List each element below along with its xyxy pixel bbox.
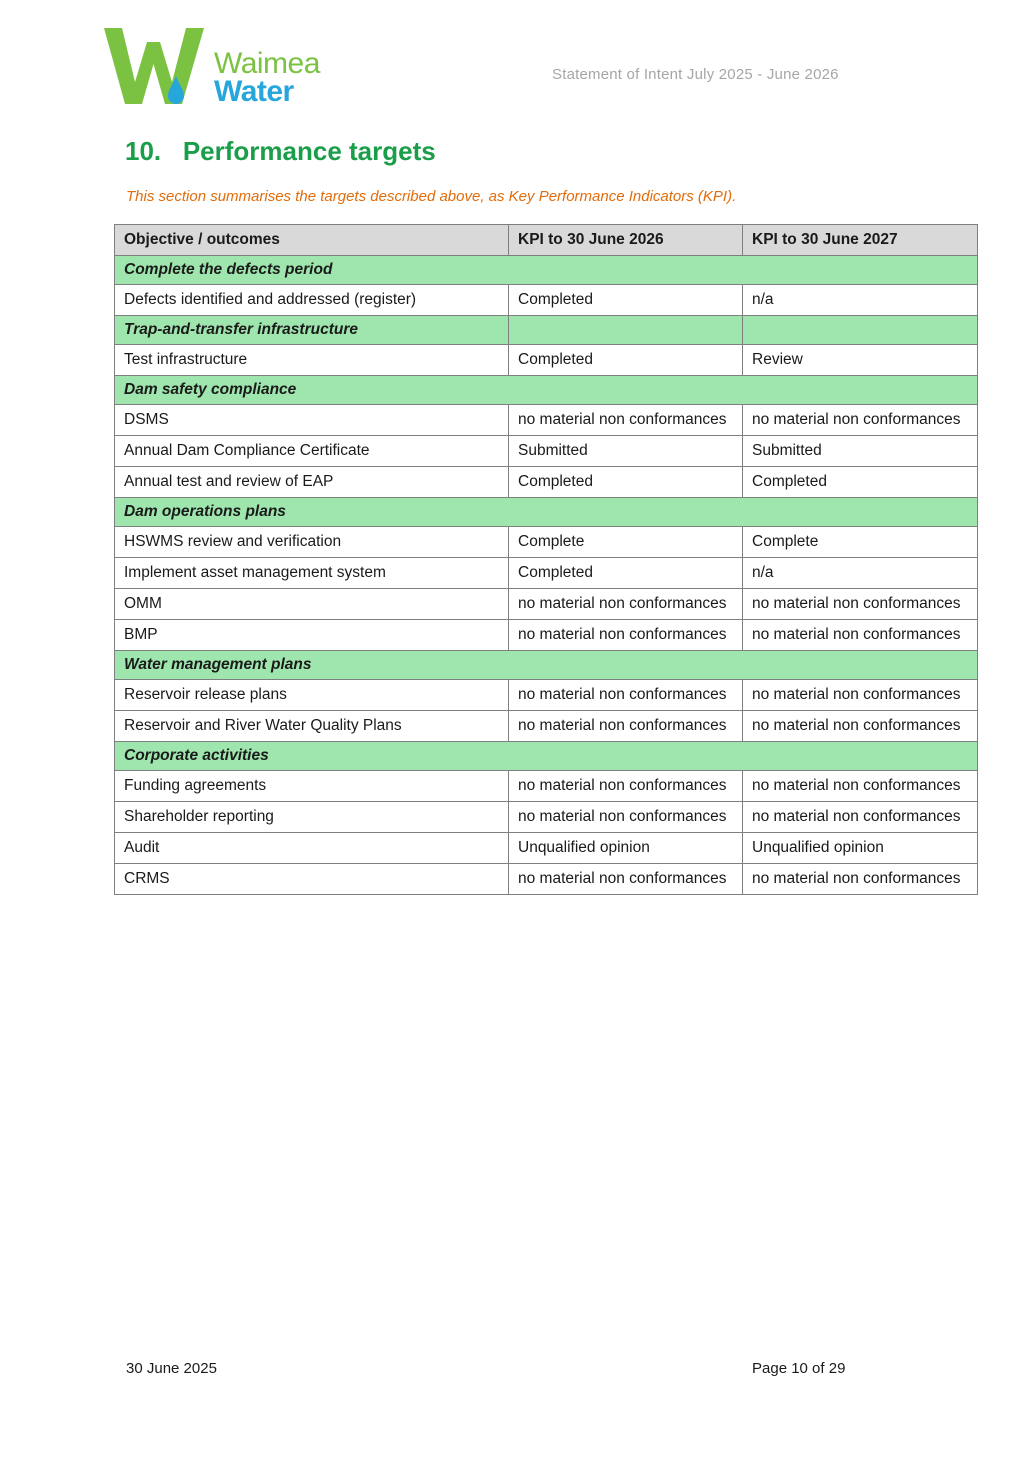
group-title: Water management plans	[115, 651, 978, 680]
group-row	[115, 498, 978, 527]
objective-cell: Reservoir and River Water Quality Plans	[115, 711, 509, 742]
kpi-2027-cell: Submitted	[743, 436, 978, 467]
kpi-2026-cell: Unqualified opinion	[509, 833, 743, 864]
kpi-2026-cell: no material non conformances	[509, 711, 743, 742]
table-header-row	[115, 225, 978, 256]
objective-cell: Annual Dam Compliance Certificate	[115, 436, 509, 467]
kpi-2026-cell: no material non conformances	[509, 802, 743, 833]
objective-cell: CRMS	[115, 864, 509, 895]
kpi-2026-cell: Submitted	[509, 436, 743, 467]
group-row	[115, 742, 978, 771]
kpi-2026-cell: Completed	[509, 285, 743, 316]
kpi-2027-cell: no material non conformances	[743, 711, 978, 742]
column-header: Objective / outcomes	[115, 225, 509, 256]
kpi-2027-cell: Review	[743, 345, 978, 376]
table-row	[115, 527, 978, 558]
logo-text-waimea: Waimea	[214, 47, 320, 80]
kpi-2026-cell: no material non conformances	[509, 405, 743, 436]
section-heading: 10. Performance targets	[125, 136, 436, 166]
table-row	[115, 864, 978, 895]
kpi-2026-cell: Completed	[509, 558, 743, 589]
table-row	[115, 802, 978, 833]
table-row	[115, 680, 978, 711]
table-row	[115, 771, 978, 802]
kpi-2027-cell: no material non conformances	[743, 680, 978, 711]
group-title: Trap-and-transfer infrastructure	[115, 316, 509, 345]
kpi-2026-cell: no material non conformances	[509, 864, 743, 895]
objective-cell: Funding agreements	[115, 771, 509, 802]
kpi-2027-cell: no material non conformances	[743, 771, 978, 802]
kpi-2026-cell: no material non conformances	[509, 771, 743, 802]
kpi-2027-cell: n/a	[743, 558, 978, 589]
objective-cell: Test infrastructure	[115, 345, 509, 376]
objective-cell: Shareholder reporting	[115, 802, 509, 833]
table-row	[115, 345, 978, 376]
kpi-2026-cell: no material non conformances	[509, 589, 743, 620]
table-row	[115, 711, 978, 742]
objective-cell: OMM	[115, 589, 509, 620]
objective-cell: Audit	[115, 833, 509, 864]
kpi-2026-cell: Completed	[509, 345, 743, 376]
kpi-2027-cell: n/a	[743, 285, 978, 316]
footer-page-number: Page 10 of 29	[752, 1360, 846, 1377]
kpi-2027-cell: Complete	[743, 527, 978, 558]
table-row	[115, 589, 978, 620]
group-title: Complete the defects period	[115, 256, 978, 285]
group-title: Dam safety compliance	[115, 376, 978, 405]
group-title: Dam operations plans	[115, 498, 978, 527]
kpi-2027-cell: no material non conformances	[743, 589, 978, 620]
kpi-2027-cell: no material non conformances	[743, 864, 978, 895]
kpi-2027-cell: no material non conformances	[743, 620, 978, 651]
waimea-water-logo	[102, 26, 342, 112]
objective-cell: Annual test and review of EAP	[115, 467, 509, 498]
table-row	[115, 833, 978, 864]
group-row	[115, 316, 978, 345]
table-row	[115, 558, 978, 589]
objective-cell: Reservoir release plans	[115, 680, 509, 711]
kpi-2026-cell: no material non conformances	[509, 680, 743, 711]
objective-cell: DSMS	[115, 405, 509, 436]
objective-cell: HSWMS review and verification	[115, 527, 509, 558]
performance-targets-table	[114, 224, 978, 895]
kpi-2026-cell: no material non conformances	[509, 620, 743, 651]
column-header: KPI to 30 June 2026	[509, 225, 743, 256]
w-logo-mark-icon	[102, 26, 206, 108]
kpi-2027-cell: no material non conformances	[743, 802, 978, 833]
objective-cell: Defects identified and addressed (register)	[115, 285, 509, 316]
kpi-2027-cell: Unqualified opinion	[743, 833, 978, 864]
section-intro: This section summarises the targets described above, as Key Performance Indicators (KPI).	[126, 188, 737, 205]
table-row	[115, 467, 978, 498]
kpi-2027-cell: Completed	[743, 467, 978, 498]
column-header: KPI to 30 June 2027	[743, 225, 978, 256]
kpi-2026-cell: Complete	[509, 527, 743, 558]
kpi-2026-cell: Completed	[509, 467, 743, 498]
group-row	[115, 651, 978, 680]
group-row	[115, 376, 978, 405]
document-header-title: Statement of Intent July 2025 - June 2026	[552, 66, 839, 83]
objective-cell: Implement asset management system	[115, 558, 509, 589]
table-row	[115, 620, 978, 651]
logo-text-water: Water	[214, 75, 294, 108]
table-row	[115, 436, 978, 467]
kpi-2027-cell: no material non conformances	[743, 405, 978, 436]
group-title: Corporate activities	[115, 742, 978, 771]
table-row	[115, 285, 978, 316]
group-empty-cell	[743, 316, 978, 345]
group-empty-cell	[509, 316, 743, 345]
group-row	[115, 256, 978, 285]
table-row	[115, 405, 978, 436]
footer-date: 30 June 2025	[126, 1360, 217, 1377]
objective-cell: BMP	[115, 620, 509, 651]
